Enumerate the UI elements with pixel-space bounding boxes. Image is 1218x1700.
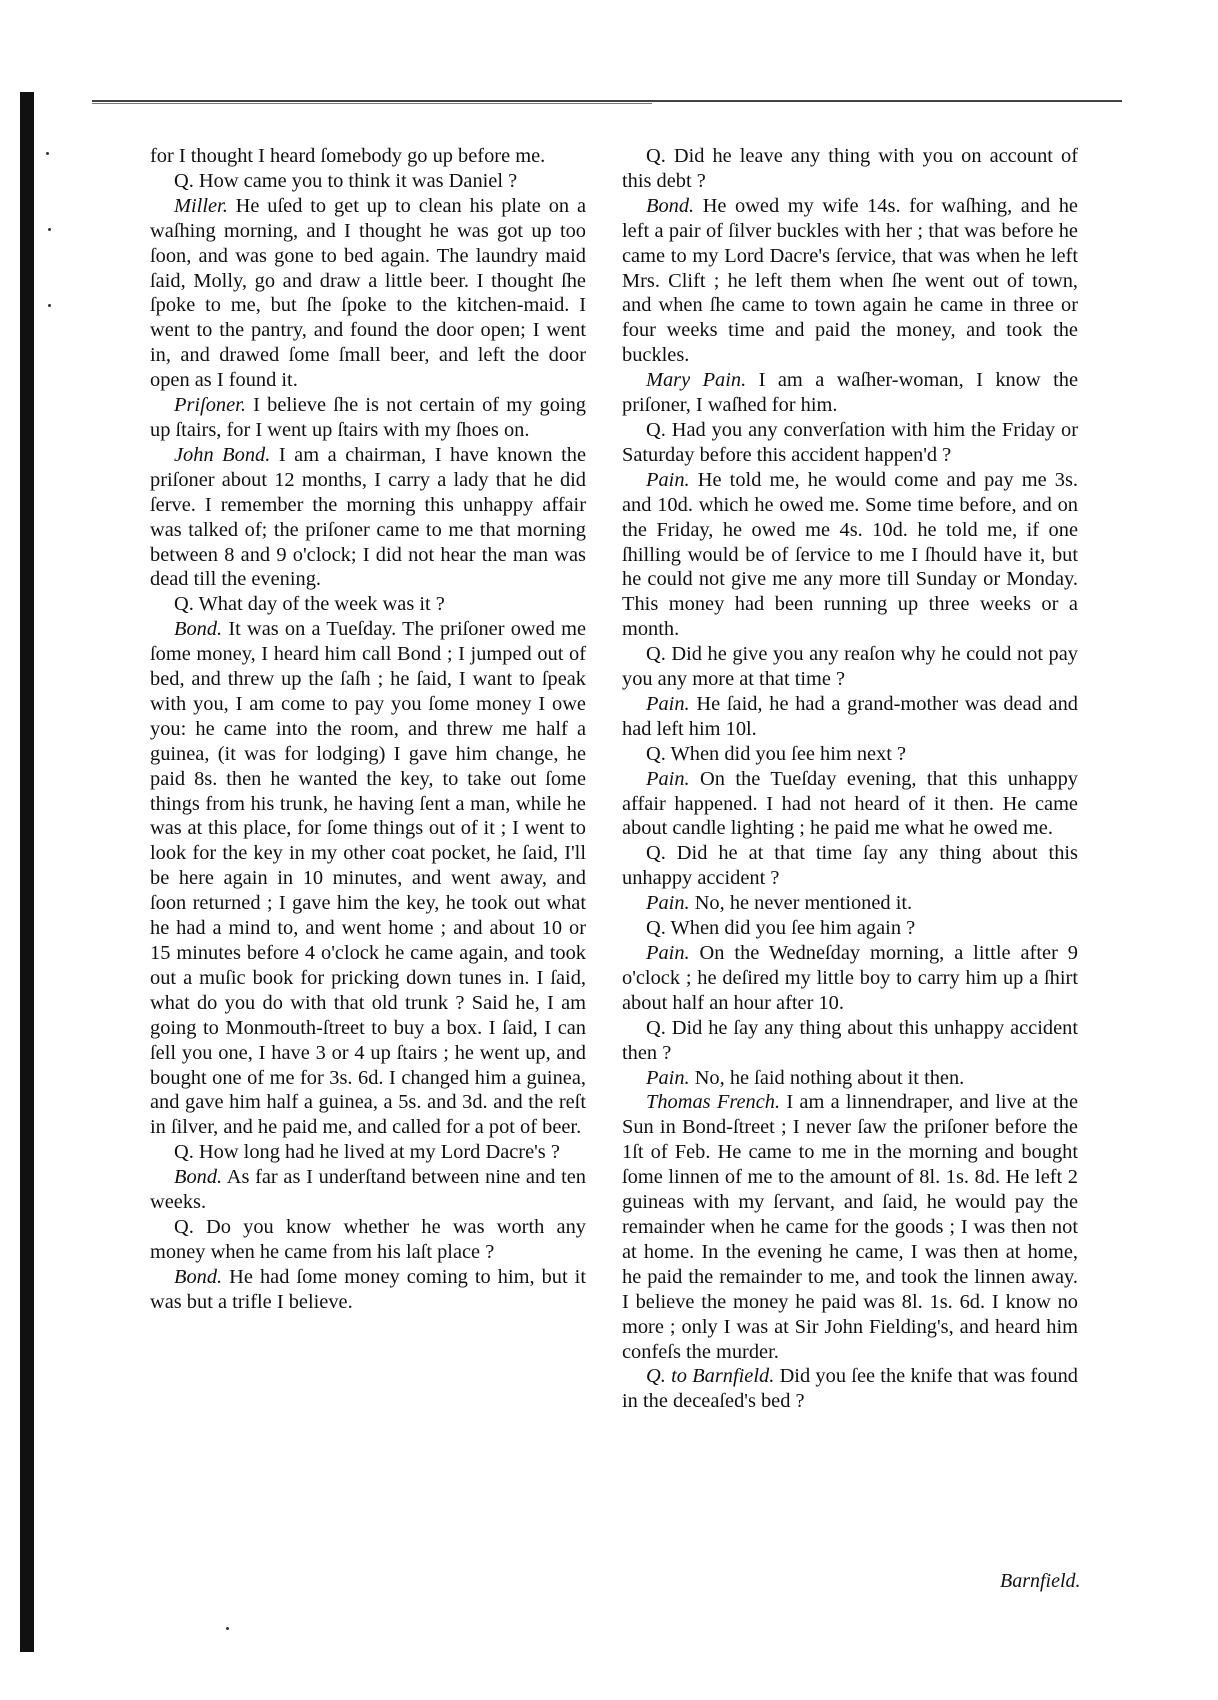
left-margin-rule bbox=[20, 92, 34, 1652]
paragraph bbox=[622, 941, 1078, 1016]
paragraph-text: Q. Did he ſay any thing about this unhappy accident then ? bbox=[622, 1016, 1078, 1064]
top-rule bbox=[92, 100, 1122, 102]
paragraph-text: He owed my wife 14s. for waſhing, and he left a pair of ſilver buckles with her ; that was before he came to my Lord Dacre's ſervice, that was when he left Mrs. Clift ; he left them when ſhe went out of town, and when ſhe came to town again he came in three or four weeks time and paid the money, and took the buckles. bbox=[622, 194, 1078, 367]
paragraph-text: Q. When did you ſee him again ? bbox=[646, 917, 916, 940]
speaker-name: Bond. bbox=[646, 194, 695, 217]
paragraph-text: for I thought I heard ſomebody go up before me. bbox=[150, 145, 546, 167]
paragraph bbox=[622, 841, 1078, 891]
catchword: Barnfield. bbox=[1000, 1570, 1081, 1592]
paragraph-text: I am a linnendraper, and live at the Sun in Bond-ſtreet ; I never ſaw the priſoner before the 1ſt of Feb. He came to me in the morning and bought ſome linnen of me to the amount of 8l. 1s. 8d. He left 2 guineas with my ſervant, and ſaid, he would pay the remainder when he came for the goods ; I was then not at home. In the evening he came, I was then at home, he paid the remainder to me, and took the linnen away. I believe the money he paid was 8l. 1s. 6d. I know no more ; only I was at Sir John Fielding's, and heard him confeſs the murder. bbox=[622, 1091, 1078, 1363]
margin-speck bbox=[48, 228, 51, 231]
speaker-name: Pain. bbox=[646, 942, 690, 964]
paragraph-text: I believe ſhe is not certain of my going up ſtairs, for I went up ſtairs with my ſhoes on. bbox=[150, 394, 586, 441]
paragraph bbox=[622, 368, 1078, 418]
paragraph-text: Q. Did he leave any thing with you on account of this debt ? bbox=[622, 145, 1078, 192]
paragraph-text: Q. When did you ſee him next ? bbox=[646, 742, 907, 765]
speaker-name: John Bond. bbox=[174, 443, 271, 466]
paragraph-text: Q. What day of the week was it ? bbox=[174, 593, 445, 616]
speaker-name: Q. to Barnfield. bbox=[646, 1365, 775, 1388]
left-column bbox=[150, 144, 586, 1315]
paragraph-text: On the Wedneſday morning, a little after 9 o'clock ; he deſired my little boy to carry him up a ſhirt about half an hour after 10. bbox=[622, 942, 1078, 1014]
speaker-name: Bond. bbox=[174, 618, 223, 641]
paragraph-text: He told me, he would come and pay me 3s. and 10d. which he owed me. Some time before, and on the Friday, he owed me 4s. 10d. he told me, if one ſhilling would be of ſervice to me I ſhould have it, but he could not give me any more till Sunday or Monday. This money had been running up three weeks or a month. bbox=[622, 468, 1078, 641]
margin-speck bbox=[48, 304, 51, 307]
speaker-name: Pain. bbox=[646, 468, 690, 491]
paragraph bbox=[622, 891, 1078, 916]
paragraph bbox=[622, 767, 1078, 842]
paragraph-text: Q. Do you know whether he was worth any money when he came from his laſt place ? bbox=[150, 1215, 586, 1263]
speaker-name: Pain. bbox=[646, 767, 690, 790]
paragraph bbox=[150, 443, 586, 592]
paragraph-text: Q. Had you any converſation with him the Friday or Saturday before this accident happen'd ? bbox=[622, 418, 1078, 466]
top-rule-secondary bbox=[92, 103, 652, 104]
speaker-name: Mary Pain. bbox=[646, 369, 747, 392]
paragraph-text: I am a waſher-woman, I know the priſoner, I waſhed for him. bbox=[622, 369, 1079, 417]
paragraph-text: As far as I underſtand between nine and ten weeks. bbox=[150, 1166, 586, 1214]
paragraph bbox=[622, 916, 1078, 941]
paragraph bbox=[150, 617, 586, 1140]
paragraph bbox=[622, 1090, 1078, 1364]
paragraph bbox=[150, 592, 586, 617]
paragraph bbox=[150, 1165, 586, 1215]
paragraph-text: I am a chairman, I have known the priſoner about 12 months, I carry a lady that he did ſerve. I remember the morning this unhappy affair was talked of; the priſoner came to me that morning between 8 and 9 o'clock; I did not hear the man was dead till the evening. bbox=[150, 443, 586, 591]
paragraph bbox=[622, 144, 1078, 194]
paragraph-text: He uſed to get up to clean his plate on a waſhing morning, and I thought he was got up too ſoon, and was gone to bed again. The laundry maid ſaid, Molly, go and draw a little beer. I thought ſhe ſpoke to me, but ſhe ſpoke to the kitchen-maid. I went to the pantry, and found the door open; I went in, and drawed ſome ſmall beer, and left the door open as I found it. bbox=[150, 194, 586, 392]
paragraph bbox=[622, 194, 1078, 368]
speaker-name: Pain. bbox=[646, 892, 690, 915]
margin-speck bbox=[226, 1627, 229, 1630]
paragraph bbox=[622, 742, 1078, 767]
paragraph bbox=[622, 642, 1078, 692]
paragraph bbox=[150, 194, 586, 393]
margin-speck bbox=[46, 152, 49, 155]
paragraph-text: Q. How came you to think it was Daniel ? bbox=[174, 169, 518, 192]
paragraph bbox=[622, 468, 1078, 642]
speaker-name: Bond. bbox=[174, 1265, 223, 1288]
speaker-name: Priſoner. bbox=[174, 394, 246, 417]
paragraph-text: He had ſome money coming to him, but it was but a trifle I believe. bbox=[150, 1265, 586, 1313]
paragraph bbox=[622, 418, 1078, 468]
speaker-name: Bond. bbox=[174, 1166, 223, 1189]
paragraph-text: Q. Did he at that time ſay any thing about this unhappy accident ? bbox=[622, 842, 1078, 890]
paragraph-text: Did you ſee the knife that was found in the deceaſed's bed ? bbox=[622, 1365, 1079, 1413]
paragraph bbox=[150, 1215, 586, 1265]
paragraph bbox=[622, 1364, 1078, 1414]
paragraph-text: No, he never mentioned it. bbox=[689, 892, 913, 915]
speaker-name: Miller. bbox=[174, 194, 228, 217]
paragraph-text: Q. Did he give you any reaſon why he could not pay you any more at that time ? bbox=[622, 643, 1078, 691]
paragraph bbox=[622, 1016, 1078, 1066]
paragraph-text: On the Tueſday evening, that this unhappy affair happened. I had not heard of it then. He came about candle lighting ; he paid me what he owed me. bbox=[622, 767, 1078, 840]
paragraph-text: Q. How long had he lived at my Lord Dacre's ? bbox=[174, 1141, 560, 1164]
paragraph-text: No, he ſaid nothing about it then. bbox=[689, 1066, 965, 1089]
speaker-name: Pain. bbox=[646, 692, 690, 715]
paragraph-text: He ſaid, he had a grand-mother was dead and had left him 10l. bbox=[622, 692, 1078, 740]
paragraph-text: It was on a Tueſday. The priſoner owed me ſome money, I heard him call Bond ; I jumped out of bed, and threw up the ſaſh ; he ſaid, I want to ſpeak with you, I am come to pay you ſome money I owe you: he came into the room, and threw me half a guinea, (it was for lodging) I gave him change, he paid 8s. then he wanted the key, to take out ſome things from his trunk, he having ſent a man, while he was at this place, for ſome things out of it ; I went to look for the key in my other coat pocket, he ſaid, I'll be here again in 10 minutes, and went away, and ſoon returned ; I gave him the key, he took out what he had a mind to, and went home ; and about 10 or 15 minutes before 4 o'clock he came again, and took out a muſic book for pricking down tunes in. I ſaid, what do you do with that old trunk ? Said he, I am going to Monmouth-ſtreet to buy a box. I ſaid, I can ſell you one, I have 3 or 4 up ſtairs ; he went up, and bought one of me for 3s. 6d. I changed him a guinea, and gave him half a guinea, a 5s. and 3d. and the reſt in ſilver, and he paid me, and called for a pot of beer. bbox=[150, 618, 586, 1139]
paragraph bbox=[150, 1140, 586, 1165]
speaker-name: Thomas French. bbox=[646, 1091, 781, 1114]
paragraph bbox=[150, 144, 586, 169]
right-column bbox=[622, 144, 1078, 1414]
speaker-name: Pain. bbox=[646, 1066, 690, 1089]
paragraph bbox=[150, 393, 586, 443]
paragraph bbox=[622, 1066, 1078, 1091]
paragraph bbox=[150, 169, 586, 194]
paragraph bbox=[622, 692, 1078, 742]
paragraph bbox=[150, 1265, 586, 1315]
